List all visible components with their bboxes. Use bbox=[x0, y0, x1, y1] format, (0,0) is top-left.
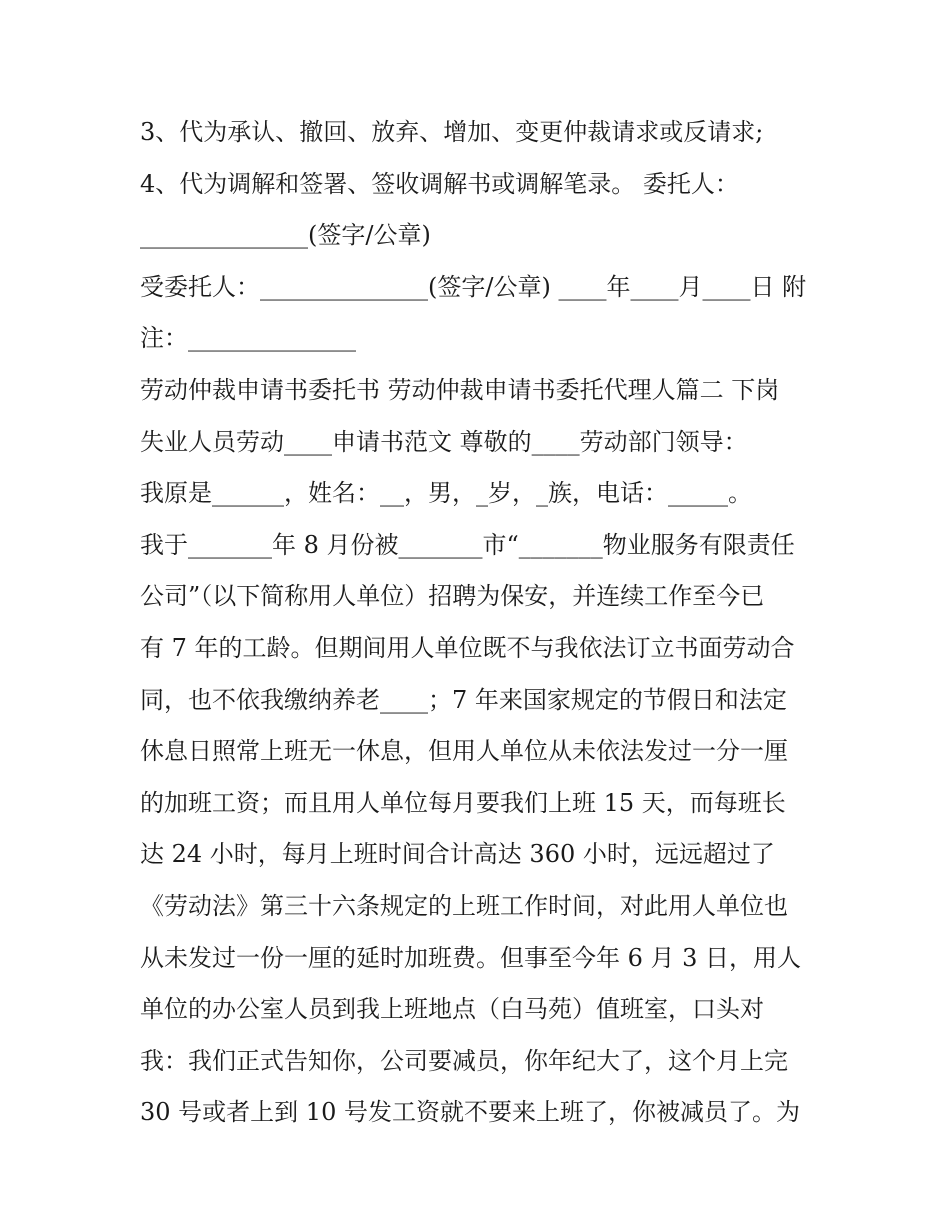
text-line: 受委托人：______________(签字/公章) ____年____月____日 附 bbox=[140, 272, 807, 301]
text-line: 有 7 年的工龄。但期间用人单位既不与我依法订立书面劳动合 bbox=[140, 633, 795, 662]
text-line: 劳动仲裁申请书委托书 劳动仲裁申请书委托代理人篇二 下岗 bbox=[140, 375, 780, 404]
text-line: 达 24 小时，每月上班时间合计高达 360 小时，远远超过了 bbox=[140, 840, 775, 869]
text-line: 失业人员劳动____申请书范文 尊敬的____劳动部门领导： bbox=[140, 427, 748, 456]
text-line: 单位的办公室人员到我上班地点（白马苑）值班室，口头对 bbox=[140, 995, 764, 1024]
text-line: 注：______________ bbox=[140, 324, 356, 353]
text-line: 《劳动法》第三十六条规定的上班工作时间，对此用人单位也 bbox=[140, 891, 788, 920]
text-line: 4、代为调解和签署、签收调解书或调解笔录。 委托人： bbox=[140, 169, 739, 198]
text-line: 我：我们正式告知你，公司要减员，你年纪大了，这个月上完 bbox=[140, 1046, 788, 1075]
text-line: 我于_______年 8 月份被_______市“_______物业服务有限责任 bbox=[140, 530, 795, 559]
text-line: 30 号或者上到 10 号发工资就不要来上班了，你被减员了。为 bbox=[140, 1098, 800, 1127]
text-line: 从未发过一份一厘的延时加班费。但事至今年 6 月 3 日，用人 bbox=[140, 943, 802, 972]
text-line: 休息日照常上班无一休息，但用人单位从未依法发过一分一厘 bbox=[140, 737, 788, 766]
text-line: ______________(签字/公章) bbox=[140, 221, 431, 250]
text-line: 公司”（以下简称用人单位）招聘为保安，并连续工作至今已 bbox=[140, 582, 765, 611]
document-body bbox=[140, 107, 830, 1139]
text-line: 同，也不依我缴纳养老____；7 年来国家规定的节假日和法定 bbox=[140, 685, 787, 714]
text-line: 3、代为承认、撤回、放弃、增加、变更仲裁请求或反请求; bbox=[140, 118, 764, 146]
text-line: 的加班工资；而且用人单位每月要我们上班 15 天，而每班长 bbox=[140, 788, 786, 817]
text-line: 我原是______，姓名：__，男，_岁，_族，电话：_____。 bbox=[140, 479, 752, 508]
